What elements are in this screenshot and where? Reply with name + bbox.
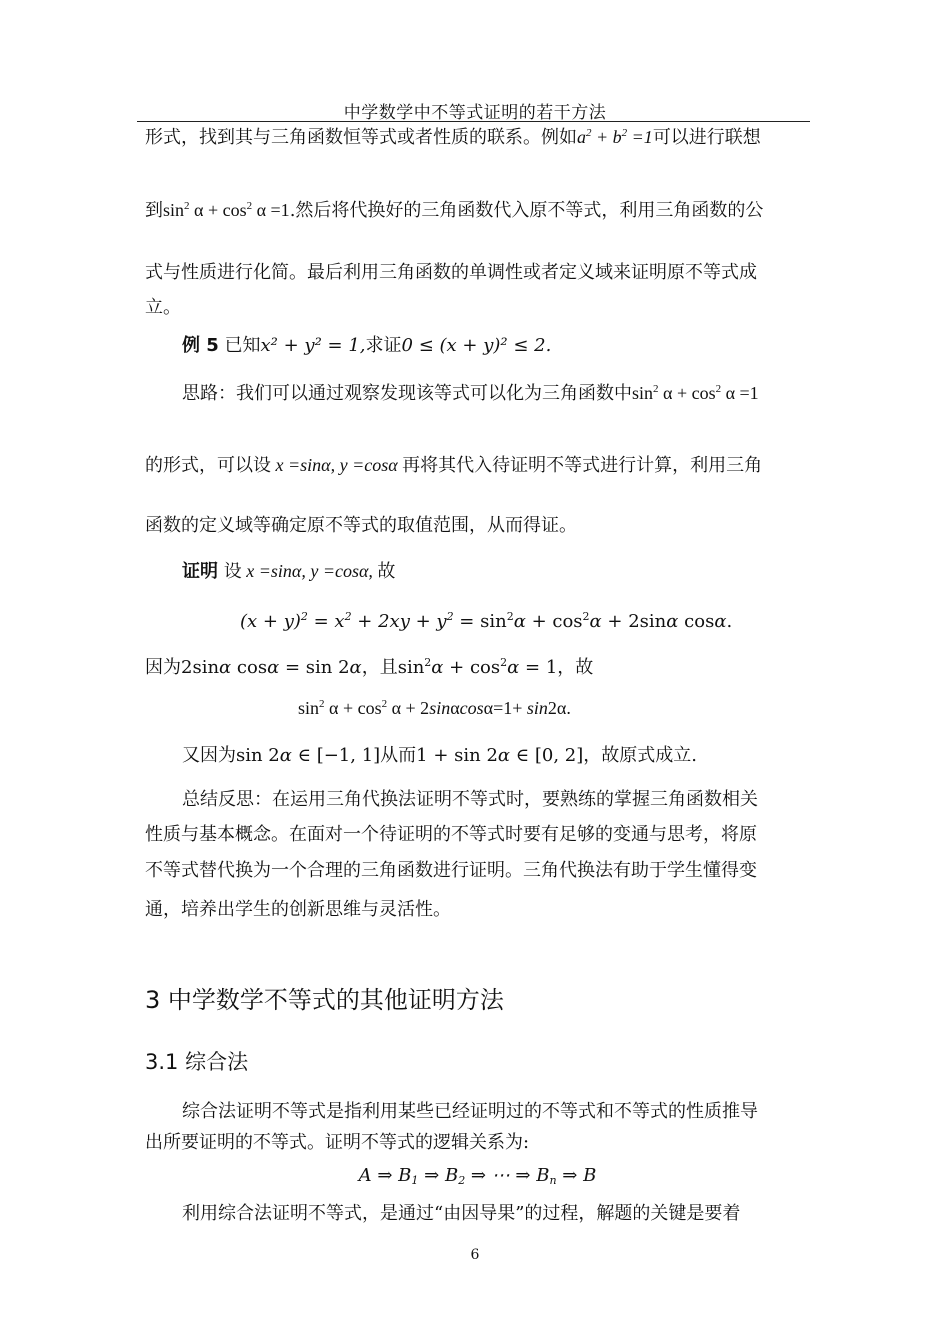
page-number: 6 — [470, 1247, 480, 1263]
text-run: 设 — [223, 561, 242, 582]
text-run: 的形式，可以设 — [145, 455, 271, 476]
math-formula: sin 2α ∈ [−1, 1] — [236, 745, 381, 766]
text-run: 又因为 — [182, 745, 236, 766]
paragraph-line: 通，培养出学生的创新思维与灵活性。 — [145, 899, 451, 920]
math-formula: x² + y² = 1, — [260, 335, 366, 356]
proof-label: 证明 — [182, 561, 218, 582]
display-equation: A ⇒ $B_1$ ⇒ $B_2$ ⇒ ⋯ ⇒ $B_n$ ⇒ B — [358, 1165, 597, 1187]
text-run: 求证 — [365, 335, 402, 356]
text-run: 到 — [145, 200, 163, 221]
text-run: 可以进行联想 — [652, 127, 761, 148]
section-heading: 3 中学数学不等式的其他证明方法 — [145, 986, 504, 1014]
paragraph-line: 性质与基本概念。在面对一个待证明的不等式时要有足够的变通与思考，将原 — [145, 824, 757, 845]
paragraph-line: 出所要证明的不等式。证明不等式的逻辑关系为: — [145, 1132, 530, 1153]
paragraph-line — [145, 125, 810, 150]
math-formula: $\sin^2 \alpha + \cos^2 \alpha =1$ — [632, 383, 759, 403]
text-run: 已知 — [224, 335, 261, 356]
text-run: 从而 — [380, 745, 417, 766]
paragraph-line — [182, 744, 847, 768]
example-label: 例 5 — [182, 335, 219, 356]
paragraph-line: 到$\sin^2 \alpha + \cos^2 \alpha =1$.然后将代换好的三角函数代入原不等式，利用三角函数的公 — [145, 200, 764, 221]
math-formula: 2sinα cosα = sin 2α — [181, 657, 362, 678]
paragraph-line: 总结反思：在运用三角代换法证明不等式时，要熟练的掌握三角函数相关 — [182, 789, 758, 810]
paragraph-line: 利用综合法证明不等式，是通过“由因导果”的过程，解题的关键是要着 — [182, 1203, 741, 1224]
paragraph-line: 不等式替代换为一个合理的三角函数进行证明。三角代换法有助于学生懂得变 — [145, 860, 757, 881]
running-header: 中学数学中不等式证明的若干方法 — [343, 103, 607, 123]
math-formula: 1 + sin 2α ∈ [0, 2] — [416, 745, 584, 766]
display-equation: $\sin^2 \alpha + \cos^2 \alpha + 2\sin\alpha\cos\alpha=1+ \sin 2\alpha$. — [298, 698, 571, 718]
paragraph-line: 立。 — [145, 297, 181, 318]
proof-line — [182, 559, 847, 584]
header-rule — [137, 121, 810, 122]
paragraph-line — [145, 656, 810, 680]
text-run: 再将其代入待证明不等式进行计算，利用三角 — [402, 455, 763, 476]
text-run: 因为 — [145, 657, 181, 678]
math-formula: x =sinα, y =cosα — [271, 455, 403, 475]
paragraph-line: 函数的定义域等确定原不等式的取值范围，从而得证。 — [145, 515, 577, 536]
text-run: 故 — [377, 561, 396, 582]
math-formula: $\sin^2 \alpha + \cos^2 \alpha =1$ — [163, 200, 290, 220]
text-run: 思路：我们可以通过观察发现该等式可以化为三角函数中 — [182, 383, 632, 404]
paragraph-line — [182, 381, 810, 406]
text-run: ，且 — [361, 657, 398, 678]
text-run: 形式，找到其与三角函数恒等式或者性质的联系。例如 — [145, 127, 577, 148]
text-run: ，故原式成立. — [583, 745, 697, 766]
paragraph-line: 式与性质进行化简。最后利用三角函数的单调性或者定义域来证明原不等式成 — [145, 262, 757, 283]
math-formula: $\sin^2\alpha + \cos^2\alpha = 1$ — [397, 656, 558, 678]
math-formula: 0 ≤ (x + y)² ≤ 2. — [401, 335, 552, 356]
display-equation: $(x + y)^2 = x^2 + 2xy + y^2 = \sin^2\alpha + \cos^2\alpha + 2\sin\alpha$ cosα. — [240, 610, 733, 632]
example-line — [182, 334, 847, 358]
paragraph-line: 综合法证明不等式是指利用某些已经证明过的不等式和不等式的性质推导 — [182, 1101, 758, 1122]
math-formula: $a^2 + b^2 =1$ — [577, 127, 653, 147]
text-run: 然后将代换好的三角函数代入原不等式，利用三角函数的公 — [295, 200, 764, 221]
math-formula: x =sinα, y =cosα, — [241, 561, 378, 581]
text-run: ，故 — [557, 657, 594, 678]
subsection-heading: 3.1 综合法 — [145, 1050, 249, 1074]
paragraph-line — [145, 453, 810, 478]
